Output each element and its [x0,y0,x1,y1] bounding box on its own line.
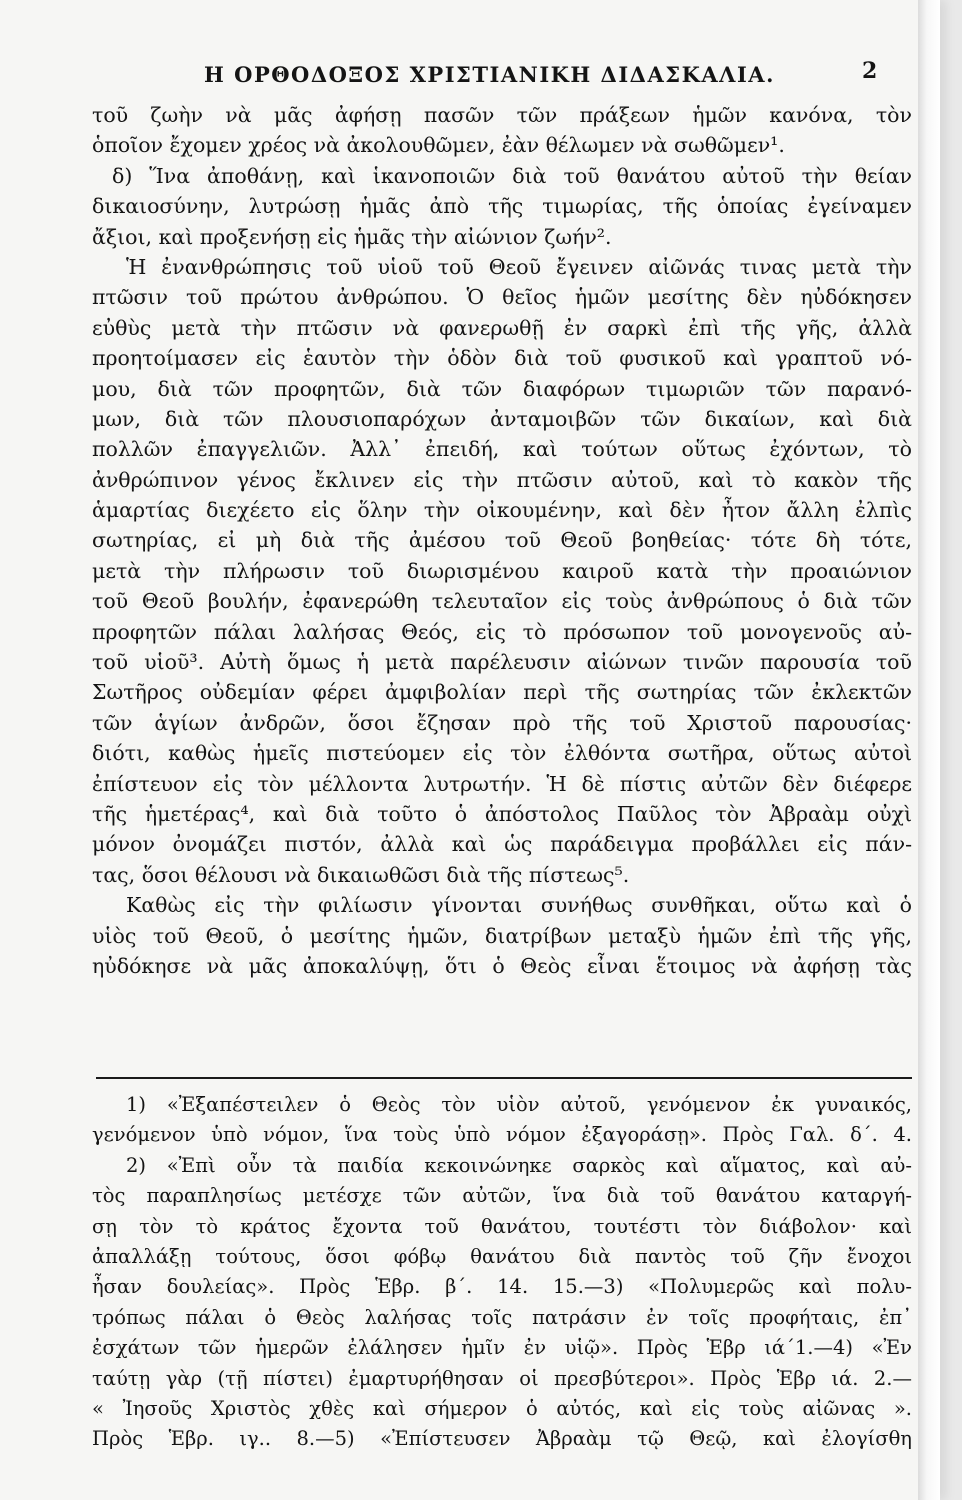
footnote-line: ταύτῃ γὰρ (τῇ πίστει) ἐμαρτυρήθησαν οἱ πρεσβύτεροι». Πρὸς Ἑβρ ιά. 2.— [92,1366,912,1390]
text-line: Σωτῆρος οὐδεμίαν φέρει ἀμφιβολίαν περὶ τῆς σωτηρίας τῶν ἐκλεκτῶν [92,680,912,705]
text-line: ὁποῖον ἔχομεν χρέος νὰ ἀκολουθῶμεν, ἐὰν θέλωμεν νὰ σωθῶμεν¹. [92,133,785,158]
text-line: τῆς ἡμετέρας⁴, καὶ διὰ τοῦτο ὁ ἀπόστολος Παῦλος τὸν Ἀβραὰμ οὐχὶ [92,801,912,826]
text-line: υἱὸς τοῦ Θεοῦ, ὁ μεσίτης ἡμῶν, διατρίβων μεταξὺ ἡμῶν ἐπὶ τῆς γῆς, [92,923,912,948]
text-line: Ἡ ἐνανθρώπησις τοῦ υἱοῦ τοῦ Θεοῦ ἔγεινεν αἰῶνάς τινας μετὰ τὴν [126,254,912,279]
footnote-line: γενόμενον ὑπὸ νόμον, ἵνα τοὺς ὑπὸ νόμον ἐξαγοράσῃ». Πρὸς Γαλ. δ΄. 4. [92,1123,912,1147]
text-line: Καθὼς εἰς τὴν φιλίωσιν γίνονται συνήθως συνθῆκαι, οὕτω καὶ ὁ [126,893,912,918]
text-line: μου, διὰ τῶν προφητῶν, διὰ τῶν διαφόρων τιμωριῶν τῶν παρανό- [92,376,912,401]
text-line: τοῦ υἱοῦ³. Αὐτὴ ὅμως ἡ μετὰ παρέλευσιν αἰώνων τινῶν παρουσία τοῦ [92,650,912,675]
text-line: τοῦ ζωὴν νὰ μᾶς ἀφήσῃ πασῶν τῶν πράξεων ἡμῶν κανόνα, τὸν [92,103,912,127]
text-line: τοῦ Θεοῦ βουλήν, ἐφανερώθη τελευταῖον εἰς τοὺς ἀνθρώπους ὁ διὰ τῶν [92,589,912,614]
footnote-line: ἐσχάτων τῶν ἡμερῶν ἐλάλησεν ἡμῖν ἐν υἱῷ». Πρὸς Ἑβρ ιά΄1.—4) «Ἐν [92,1336,912,1360]
footnote-line: τὸς παραπλησίως μετέσχε τῶν αὐτῶν, ἵνα διὰ τοῦ θανάτου καταργή- [92,1184,912,1208]
main-text [92,100,912,981]
text-line: μετὰ τὴν πλήρωσιν τοῦ διωρισμένου καιροῦ κατὰ τὴν προαιώνιον [92,558,912,583]
footnote-line: 1) «Ἐξαπέστειλεν ὁ Θεὸς τὸν υἱὸν αὐτοῦ, γενόμενον ἐκ γυναικός, [126,1093,912,1116]
text-line: ηὐδόκησε νὰ μᾶς ἀποκαλύψῃ, ὅτι ὁ Θεὸς εἶναι ἕτοιμος νὰ ἀφήσῃ τὰς [92,953,912,978]
footnote-line: Πρὸς Ἑβρ. ιγ.. 8.—5) «Ἐπίστευσεν Ἀβραὰμ τῷ Θεῷ, καὶ ἐλογίσθη [92,1427,912,1451]
page-edge [918,0,940,1500]
running-header: Η ΟΡΘΟΔΟΞΟΣ ΧΡΙΣΤΙΑΝΙΚΗ ΔΙΔΑΣΚΑΛΙΑ. [204,62,775,87]
footnotes [92,1088,912,1453]
text-line: ἀνθρώπινον γένος ἔκλινεν εἰς τὴν πτῶσιν αὐτοῦ, καὶ τὸ κακὸν τῆς [92,467,912,492]
footnote-line: ἦσαν δουλείας». Πρὸς Ἑβρ. β΄. 14. 15.—3) «Πολυμερῶς καὶ πολυ- [92,1275,912,1299]
text-line: ἁμαρτίας διεχέετο εἰς ὅλην τὴν οἰκουμένην, καὶ δὲν ἦτον ἄλλη ἐλπὶς [92,498,912,523]
text-line: ἐπίστευον εἰς τὸν μέλλοντα λυτρωτήν. Ἡ δὲ πίστις αὐτῶν δὲν διέφερε [92,771,912,796]
text-line: δικαιοσύνην, λυτρώσῃ ἡμᾶς ἀπὸ τῆς τιμωρίας, τῆς ὁποίας ἐγείναμεν [92,194,912,219]
text-line: μόνον ὀνομάζει πιστόν, ἀλλὰ καὶ ὡς παράδειγμα προβάλλει εἰς πάν- [92,832,912,857]
footnote-line: ἀπαλλάξῃ τούτους, ὅσοι φόβῳ θανάτου διὰ παντὸς τοῦ ζῆν ἔνοχοι [92,1244,912,1268]
text-line: δ) Ἵνα ἀποθάνῃ, καὶ ἱκανοποιῶν διὰ τοῦ θανάτου αὐτοῦ τὴν θείαν [112,163,912,188]
text-line: πολλῶν ἐπαγγελιῶν. Ἀλλ᾽ ἐπειδή, καὶ τούτων οὕτως ἐχόντων, τὸ [92,437,912,462]
text-line: πτῶσιν τοῦ πρώτου ἀνθρώπου. Ὁ θεῖος ἡμῶν μεσίτης δὲν ηὐδόκησεν [92,285,912,310]
footnote-line: σῃ τὸν τὸ κράτος ἔχοντα τοῦ θανάτου, τουτέστι τὸν διάβολον· καὶ [92,1214,912,1238]
footnote-line: « Ἰησοῦς Χριστὸς χθὲς καὶ σήμερον ὁ αὐτός, καὶ εἰς τοὺς αἰῶνας ». [92,1396,912,1420]
text-line: διότι, καθὼς ἡμεῖς πιστεύομεν εἰς τὸν ἐλθόντα σωτῆρα, οὕτως αὐτοὶ [92,741,912,766]
footnote-divider [96,1077,912,1079]
text-line: τῶν ἁγίων ἀνδρῶν, ὅσοι ἔζησαν πρὸ τῆς τοῦ Χριστοῦ παρουσίας· [92,710,912,735]
text-line: σωτηρίας, εἰ μὴ διὰ τῆς ἀμέσου τοῦ Θεοῦ βοηθείας· τότε δὴ τότε, [92,528,912,553]
footnote-line: 2) «Ἐπὶ οὖν τὰ παιδία κεκοινώνηκε σαρκὸς καὶ αἵματος, καὶ αὐ- [126,1153,912,1177]
text-line: εὐθὺς μετὰ τὴν πτῶσιν νὰ φανερωθῇ ἐν σαρκὶ ἐπὶ τῆς γῆς, ἀλλὰ [92,315,912,340]
text-line: προητοίμασεν εἰς ἑαυτὸν τὴν ὁδὸν διὰ τοῦ φυσικοῦ καὶ γραπτοῦ νό- [92,346,912,371]
text-line: μων, διὰ τῶν πλουσιοπαρόχων ἀνταμοιβῶν τῶν δικαίων, καὶ διὰ [92,406,912,431]
text-line: προφητῶν πάλαι λαλήσας Θεός, εἰς τὸ πρόσωπον τοῦ μονογενοῦς αὐ- [92,619,912,644]
text-line: ἄξιοι, καὶ προξενήσῃ εἰς ἡμᾶς τὴν αἰώνιον ζωήν². [92,224,612,249]
text-line: τας, ὅσοι θέλουσι νὰ δικαιωθῶσι διὰ τῆς πίστεως⁵. [92,862,630,887]
page-number: 2 [862,58,878,84]
footnote-line: τρόπως πάλαι ὁ Θεὸς λαλήσας τοῖς πατράσιν ἐν τοῖς προφήταις, ἐπ᾽ [92,1305,912,1329]
